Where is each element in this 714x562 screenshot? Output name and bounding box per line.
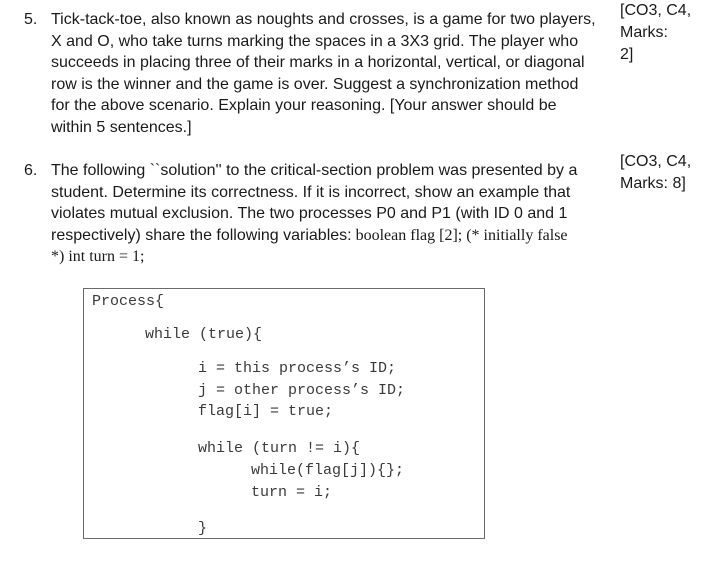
question-6-line: violates mutual exclusion. The two processes P0 and P1 (with ID 0 and 1 bbox=[51, 205, 568, 222]
code-line: while (true){ bbox=[145, 326, 263, 343]
question-6-variables-cont: *) int turn = 1; bbox=[51, 248, 145, 265]
code-line: Process{ bbox=[92, 293, 165, 310]
question-6-line bbox=[51, 225, 611, 247]
code-line: } bbox=[198, 520, 208, 537]
marks-line: Marks: bbox=[620, 24, 668, 41]
question-5-line: X and O, who take turns marking the spaces in a 3X3 grid. The player who bbox=[51, 32, 579, 50]
question-5-number: 5. bbox=[24, 11, 38, 28]
question-6-line: student. Determine its correctness. If it is incorrect, show an example that bbox=[51, 183, 571, 201]
question-6-number: 6. bbox=[24, 162, 38, 179]
code-line: while (turn != i){ bbox=[198, 440, 361, 457]
code-box bbox=[83, 288, 485, 539]
code-line: flag[i] = true; bbox=[198, 403, 334, 420]
question-6-text bbox=[51, 160, 611, 268]
marks-line: 2] bbox=[620, 46, 634, 63]
code-line: turn = i; bbox=[251, 484, 333, 501]
question-5-line: within 5 sentences.] bbox=[51, 118, 192, 136]
marks-line: [CO3, C4, bbox=[620, 153, 692, 170]
question-5-line: Tick-tack-toe, also known as noughts and crosses, is a game for two players, bbox=[51, 11, 596, 28]
question-5-line: succeeds in placing three of their marks in a horizontal, vertical, or diagonal bbox=[51, 54, 585, 71]
question-5-text bbox=[51, 9, 611, 138]
marks-line: Marks: 8] bbox=[620, 175, 686, 192]
question-6-marks bbox=[620, 151, 710, 195]
question-5-line: row is the winner and the game is over. Suggest a synchronization method bbox=[51, 75, 579, 93]
marks-line: [CO3, C4, bbox=[620, 2, 692, 19]
code-line: while(flag[j]){}; bbox=[251, 462, 405, 479]
question-5-marks bbox=[620, 0, 710, 66]
question-6-line: The following ``solution'' to the critical-section problem was presented by a bbox=[51, 162, 578, 179]
question-5-line: for the above scenario. Explain your reasoning. [Your answer should be bbox=[51, 97, 557, 114]
code-line: j = other process’s ID; bbox=[198, 382, 406, 399]
question-6-line-text: respectively) share the following variables: bbox=[51, 226, 352, 244]
code-line: i = this process’s ID; bbox=[198, 360, 397, 377]
question-6-variables: boolean flag [2]; (* initially false bbox=[351, 226, 568, 244]
